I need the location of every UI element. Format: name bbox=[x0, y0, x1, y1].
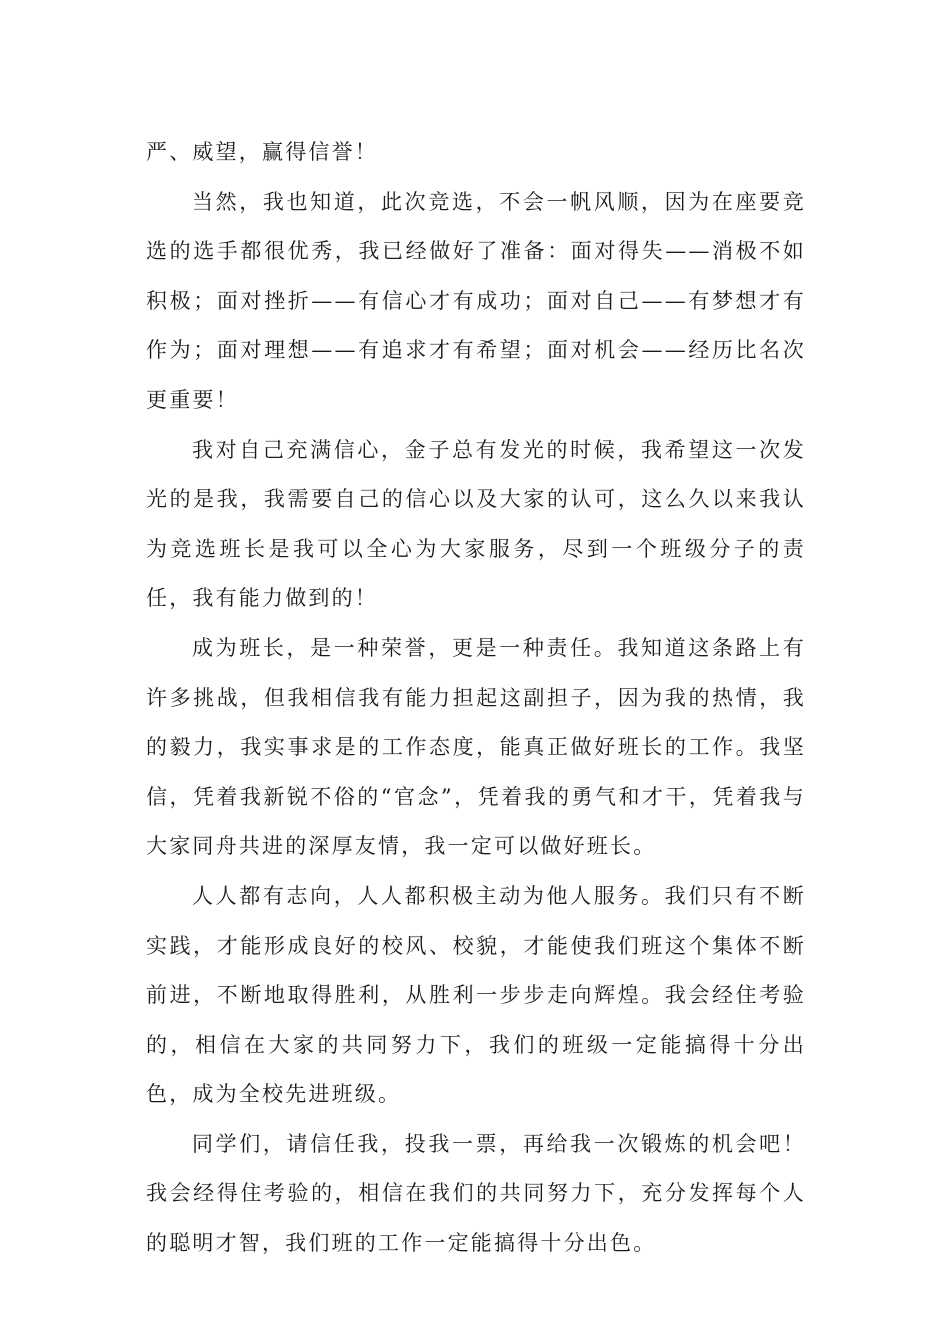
paragraph-responsibility: 成为班长，是一种荣誉，更是一种责任。我知道这条路上有许多挑战，但我相信我有能力担起这副担子，因为我的热情，我的毅力，我实事求是的工作态度，能真正做好班长的工作。我坚信，凭着我新锐不俗的“官念”，凭着我的勇气和才干，凭着我与大家同舟共进的深厚友情，我一定可以做好班长。 bbox=[146, 635, 806, 859]
paragraph-aspiration: 人人都有志向，人人都积极主动为他人服务。我们只有不断实践，才能形成良好的校风、校貌，才能使我们班这个集体不断前进，不断地取得胜利，从胜利一步步走向辉煌。我会经住考验的，相信在大家的共同努力下，我们的班级一定能搞得十分出色，成为全校先进班级。 bbox=[146, 883, 806, 1107]
document-body bbox=[146, 128, 806, 1269]
paragraph-confidence: 我对自己充满信心，金子总有发光的时候，我希望这一次发光的是我，我需要自己的信心以及大家的认可，这么久以来我认为竞选班长是我可以全心为大家服务，尽到一个班级分子的责任，我有能力做到的！ bbox=[146, 437, 806, 611]
paragraph-continuation: 严、威望，赢得信誉！ bbox=[146, 140, 378, 164]
paragraph-preparation: 当然，我也知道，此次竞选，不会一帆风顺，因为在座要竞选的选手都很优秀，我已经做好了准备：面对得失——消极不如积极；面对挫折——有信心才有成功；面对自己——有梦想才有作为；面对理想——有追求才有希望；面对机会——经历比名次更重要！ bbox=[146, 189, 806, 412]
paragraph-appeal: 同学们，请信任我，投我一票，再给我一次锻炼的机会吧！我会经得住考验的，相信在我们的共同努力下，充分发挥每个人的聪明才智，我们班的工作一定能搞得十分出色。 bbox=[146, 1131, 806, 1256]
